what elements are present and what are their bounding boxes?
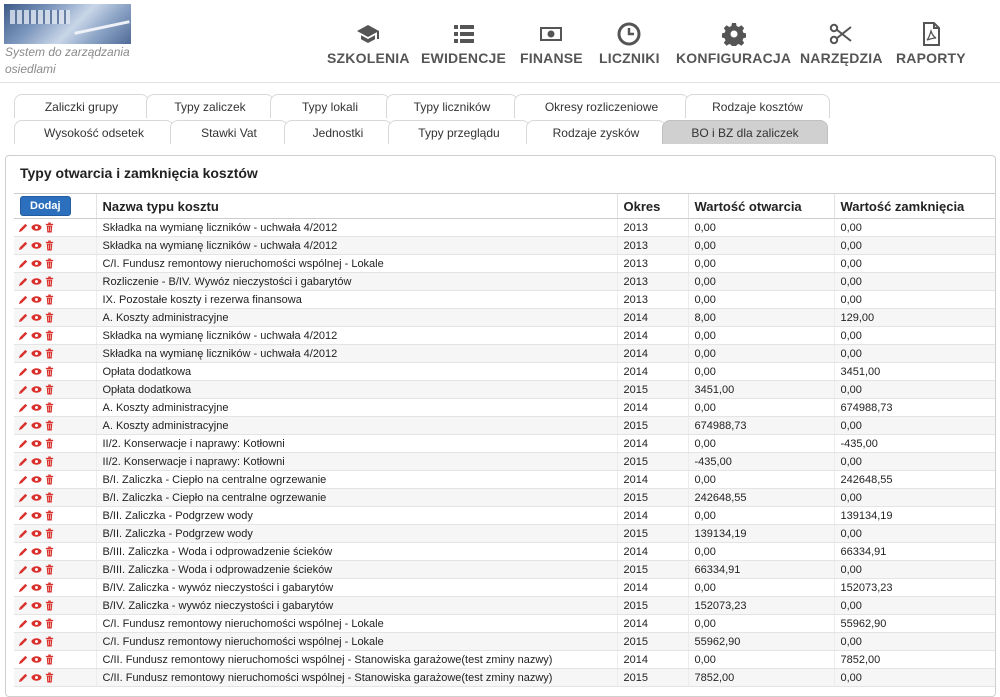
cell-open-value: 0,00 bbox=[688, 579, 834, 597]
cell-open-value: 0,00 bbox=[688, 219, 834, 237]
row-actions bbox=[14, 363, 96, 381]
view-eye-icon[interactable] bbox=[31, 330, 42, 341]
delete-trash-icon[interactable] bbox=[44, 636, 55, 647]
table-row[interactable] bbox=[14, 489, 995, 507]
nav-label: KONFIGURACJA bbox=[676, 50, 792, 66]
cell-close-value: 0,00 bbox=[834, 219, 995, 237]
cell-name: B/III. Zaliczka - Woda i odprowadzenie ścieków bbox=[96, 561, 617, 579]
cell-open-value: 0,00 bbox=[688, 507, 834, 525]
cell-name: Składka na wymianę liczników - uchwała 4/2012 bbox=[96, 237, 617, 255]
view-eye-icon[interactable] bbox=[31, 636, 42, 647]
cell-period: 2013 bbox=[617, 219, 688, 237]
cell-period: 2013 bbox=[617, 237, 688, 255]
cell-period: 2014 bbox=[617, 471, 688, 489]
cell-name: C/I. Fundusz remontowy nieruchomości wspólnej - Lokale bbox=[96, 615, 617, 633]
cell-open-value: 0,00 bbox=[688, 399, 834, 417]
delete-trash-icon[interactable] bbox=[44, 672, 55, 683]
edit-pencil-icon[interactable] bbox=[18, 654, 29, 665]
cell-name: II/2. Konserwacje i naprawy: Kotłowni bbox=[96, 453, 617, 471]
table-row[interactable] bbox=[14, 309, 995, 327]
edit-pencil-icon[interactable] bbox=[18, 420, 29, 431]
view-eye-icon[interactable] bbox=[31, 348, 42, 359]
cell-close-value: 0,00 bbox=[834, 345, 995, 363]
nav-label: RAPORTY bbox=[896, 50, 966, 66]
table-row[interactable] bbox=[14, 399, 995, 417]
row-actions bbox=[14, 219, 96, 237]
table-row[interactable] bbox=[14, 273, 995, 291]
cell-close-value: 0,00 bbox=[834, 381, 995, 399]
cell-open-value: 55962,90 bbox=[688, 633, 834, 651]
cell-close-value: 0,00 bbox=[834, 633, 995, 651]
delete-trash-icon[interactable] bbox=[44, 654, 55, 665]
row-actions bbox=[14, 525, 96, 543]
list-icon bbox=[452, 22, 476, 46]
cell-open-value: 0,00 bbox=[688, 237, 834, 255]
cell-open-value: -435,00 bbox=[688, 453, 834, 471]
row-actions bbox=[14, 417, 96, 435]
delete-trash-icon[interactable] bbox=[44, 384, 55, 395]
column-header-period[interactable]: Okres bbox=[617, 194, 688, 219]
delete-trash-icon[interactable] bbox=[44, 618, 55, 629]
edit-pencil-icon[interactable] bbox=[18, 456, 29, 467]
cell-name: C/II. Fundusz remontowy nieruchomości wspólnej - Stanowiska garażowe(test zminy nazwy) bbox=[96, 669, 617, 687]
graduation-cap-icon bbox=[356, 22, 380, 46]
edit-pencil-icon[interactable] bbox=[18, 672, 29, 683]
view-eye-icon[interactable] bbox=[31, 510, 42, 521]
delete-trash-icon[interactable] bbox=[44, 546, 55, 557]
cell-name: Składka na wymianę liczników - uchwała 4/2012 bbox=[96, 327, 617, 345]
table-container bbox=[14, 193, 995, 687]
row-actions bbox=[14, 543, 96, 561]
clock-icon bbox=[617, 22, 641, 46]
view-eye-icon[interactable] bbox=[31, 240, 42, 251]
actions-header bbox=[14, 194, 96, 219]
tabs-row-1 bbox=[14, 94, 994, 118]
view-eye-icon[interactable] bbox=[31, 366, 42, 377]
view-eye-icon[interactable] bbox=[31, 492, 42, 503]
cell-close-value: 152073,23 bbox=[834, 579, 995, 597]
view-eye-icon[interactable] bbox=[31, 258, 42, 269]
tab-rodzaje-kosztow[interactable]: Rodzaje kosztów bbox=[685, 94, 830, 118]
edit-pencil-icon[interactable] bbox=[18, 258, 29, 269]
table-row[interactable] bbox=[14, 237, 995, 255]
row-actions bbox=[14, 669, 96, 687]
row-actions bbox=[14, 633, 96, 651]
cell-open-value: 66334,91 bbox=[688, 561, 834, 579]
cell-name: B/I. Zaliczka - Ciepło na centralne ogrzewanie bbox=[96, 489, 617, 507]
tab-rodzaje-zyskow[interactable]: Rodzaje zysków bbox=[526, 120, 666, 144]
cell-period: 2015 bbox=[617, 633, 688, 651]
row-actions bbox=[14, 309, 96, 327]
delete-trash-icon[interactable] bbox=[44, 366, 55, 377]
nav-liczniki[interactable] bbox=[599, 0, 660, 80]
edit-pencil-icon[interactable] bbox=[18, 366, 29, 377]
view-eye-icon[interactable] bbox=[31, 618, 42, 629]
cell-open-value: 7852,00 bbox=[688, 669, 834, 687]
edit-pencil-icon[interactable] bbox=[18, 636, 29, 647]
cell-period: 2015 bbox=[617, 453, 688, 471]
cell-name: A. Koszty administracyjne bbox=[96, 399, 617, 417]
cell-period: 2014 bbox=[617, 651, 688, 669]
tab-typy-licznikow[interactable]: Typy liczników bbox=[386, 94, 518, 118]
nav-label: FINANSE bbox=[520, 50, 583, 66]
cell-period: 2014 bbox=[617, 363, 688, 381]
tab-zaliczki-grupy[interactable]: Zaliczki grupy bbox=[14, 94, 149, 118]
row-actions bbox=[14, 579, 96, 597]
row-actions bbox=[14, 507, 96, 525]
view-eye-icon[interactable] bbox=[31, 438, 42, 449]
cell-period: 2013 bbox=[617, 273, 688, 291]
delete-trash-icon[interactable] bbox=[44, 312, 55, 323]
app-header bbox=[0, 0, 1000, 83]
nav-label: LICZNIKI bbox=[599, 50, 660, 66]
view-eye-icon[interactable] bbox=[31, 276, 42, 287]
cell-close-value: 0,00 bbox=[834, 417, 995, 435]
column-header-close-value[interactable]: Wartość zamknięcia bbox=[834, 194, 995, 219]
edit-pencil-icon[interactable] bbox=[18, 510, 29, 521]
row-actions bbox=[14, 273, 96, 291]
row-actions bbox=[14, 327, 96, 345]
cell-open-value: 0,00 bbox=[688, 543, 834, 561]
delete-trash-icon[interactable] bbox=[44, 492, 55, 503]
row-actions bbox=[14, 381, 96, 399]
cell-name: C/II. Fundusz remontowy nieruchomości wspólnej - Stanowiska garażowe(test zminy nazwy) bbox=[96, 651, 617, 669]
delete-trash-icon[interactable] bbox=[44, 456, 55, 467]
cell-name: B/III. Zaliczka - Woda i odprowadzenie ścieków bbox=[96, 543, 617, 561]
cell-name: B/II. Zaliczka - Podgrzew wody bbox=[96, 525, 617, 543]
table-row[interactable] bbox=[14, 525, 995, 543]
table-row[interactable] bbox=[14, 255, 995, 273]
tab-okresy-rozliczeniowe[interactable]: Okresy rozliczeniowe bbox=[514, 94, 689, 118]
cell-open-value: 0,00 bbox=[688, 435, 834, 453]
tab-stawki-vat[interactable]: Stawki Vat bbox=[170, 120, 288, 144]
view-eye-icon[interactable] bbox=[31, 474, 42, 485]
cell-period: 2014 bbox=[617, 579, 688, 597]
table-row[interactable] bbox=[14, 597, 995, 615]
edit-pencil-icon[interactable] bbox=[18, 222, 29, 233]
row-actions bbox=[14, 561, 96, 579]
cell-period: 2014 bbox=[617, 309, 688, 327]
cell-name: C/I. Fundusz remontowy nieruchomości wspólnej - Lokale bbox=[96, 633, 617, 651]
table-row[interactable] bbox=[14, 615, 995, 633]
table-row[interactable] bbox=[14, 579, 995, 597]
table-row[interactable] bbox=[14, 417, 995, 435]
view-eye-icon[interactable] bbox=[31, 528, 42, 539]
add-button[interactable]: Dodaj bbox=[20, 196, 71, 216]
app-tagline: System do zarządzania osiedlami bbox=[5, 45, 130, 76]
cell-name: C/I. Fundusz remontowy nieruchomości wspólnej - Lokale bbox=[96, 255, 617, 273]
cell-open-value: 8,00 bbox=[688, 309, 834, 327]
delete-trash-icon[interactable] bbox=[44, 276, 55, 287]
tab-bo-bz-zaliczek[interactable]: BO i BZ dla zaliczek bbox=[662, 120, 828, 144]
edit-pencil-icon[interactable] bbox=[18, 276, 29, 287]
keyboard-graphic bbox=[10, 10, 70, 24]
delete-trash-icon[interactable] bbox=[44, 330, 55, 341]
view-eye-icon[interactable] bbox=[31, 600, 42, 611]
cell-close-value: 0,00 bbox=[834, 669, 995, 687]
delete-trash-icon[interactable] bbox=[44, 510, 55, 521]
cell-period: 2014 bbox=[617, 507, 688, 525]
edit-pencil-icon[interactable] bbox=[18, 618, 29, 629]
cell-name: Opłata dodatkowa bbox=[96, 363, 617, 381]
cost-types-table bbox=[14, 193, 995, 687]
cell-period: 2013 bbox=[617, 291, 688, 309]
content-panel bbox=[5, 155, 996, 697]
cell-close-value: 0,00 bbox=[834, 453, 995, 471]
edit-pencil-icon[interactable] bbox=[18, 384, 29, 395]
edit-pencil-icon[interactable] bbox=[18, 294, 29, 305]
column-header-name[interactable]: Nazwa typu kosztu bbox=[96, 194, 617, 219]
delete-trash-icon[interactable] bbox=[44, 528, 55, 539]
panel-title: Typy otwarcia i zamknięcia kosztów bbox=[20, 165, 258, 181]
table-row[interactable] bbox=[14, 651, 995, 669]
cell-close-value: 0,00 bbox=[834, 525, 995, 543]
delete-trash-icon[interactable] bbox=[44, 348, 55, 359]
cell-open-value: 152073,23 bbox=[688, 597, 834, 615]
view-eye-icon[interactable] bbox=[31, 546, 42, 557]
cell-period: 2014 bbox=[617, 543, 688, 561]
row-actions bbox=[14, 615, 96, 633]
view-eye-icon[interactable] bbox=[31, 456, 42, 467]
cell-period: 2015 bbox=[617, 381, 688, 399]
edit-pencil-icon[interactable] bbox=[18, 600, 29, 611]
cell-period: 2015 bbox=[617, 561, 688, 579]
edit-pencil-icon[interactable] bbox=[18, 330, 29, 341]
nav-konfiguracja[interactable] bbox=[676, 0, 791, 80]
cell-period: 2015 bbox=[617, 597, 688, 615]
table-row[interactable] bbox=[14, 543, 995, 561]
table-row[interactable] bbox=[14, 669, 995, 687]
cell-name: Opłata dodatkowa bbox=[96, 381, 617, 399]
cell-open-value: 0,00 bbox=[688, 345, 834, 363]
cell-open-value: 0,00 bbox=[688, 471, 834, 489]
cell-open-value: 242648,55 bbox=[688, 489, 834, 507]
row-actions bbox=[14, 237, 96, 255]
cell-period: 2014 bbox=[617, 399, 688, 417]
delete-trash-icon[interactable] bbox=[44, 420, 55, 431]
table-row[interactable] bbox=[14, 219, 995, 237]
nav-ewidencje[interactable] bbox=[421, 0, 506, 80]
nav-raporty[interactable] bbox=[896, 0, 966, 80]
edit-pencil-icon[interactable] bbox=[18, 528, 29, 539]
row-actions bbox=[14, 435, 96, 453]
cell-close-value: 129,00 bbox=[834, 309, 995, 327]
view-eye-icon[interactable] bbox=[31, 294, 42, 305]
money-icon bbox=[539, 22, 563, 46]
delete-trash-icon[interactable] bbox=[44, 600, 55, 611]
column-header-open-value[interactable]: Wartość otwarcia bbox=[688, 194, 834, 219]
edit-pencil-icon[interactable] bbox=[18, 546, 29, 557]
cell-close-value: 55962,90 bbox=[834, 615, 995, 633]
cell-name: B/I. Zaliczka - Ciepło na centralne ogrzewanie bbox=[96, 471, 617, 489]
cell-close-value: 242648,55 bbox=[834, 471, 995, 489]
cell-open-value: 0,00 bbox=[688, 327, 834, 345]
view-eye-icon[interactable] bbox=[31, 672, 42, 683]
edit-pencil-icon[interactable] bbox=[18, 582, 29, 593]
cell-close-value: 3451,00 bbox=[834, 363, 995, 381]
row-actions bbox=[14, 471, 96, 489]
tab-typy-przegladu[interactable]: Typy przeglądu bbox=[388, 120, 530, 144]
delete-trash-icon[interactable] bbox=[44, 222, 55, 233]
tab-wysokosc-odsetek[interactable]: Wysokość odsetek bbox=[14, 120, 174, 144]
nav-finanse[interactable] bbox=[520, 0, 583, 80]
view-eye-icon[interactable] bbox=[31, 312, 42, 323]
cell-name: Składka na wymianę liczników - uchwała 4/2012 bbox=[96, 345, 617, 363]
cell-period: 2015 bbox=[617, 525, 688, 543]
edit-pencil-icon[interactable] bbox=[18, 402, 29, 413]
view-eye-icon[interactable] bbox=[31, 222, 42, 233]
cell-open-value: 674988,73 bbox=[688, 417, 834, 435]
row-actions bbox=[14, 489, 96, 507]
nav-label: EWIDENCJE bbox=[421, 50, 507, 66]
row-actions bbox=[14, 453, 96, 471]
pen-graphic bbox=[74, 20, 129, 35]
cell-name: II/2. Konserwacje i naprawy: Kotłowni bbox=[96, 435, 617, 453]
app-logo[interactable] bbox=[4, 4, 131, 44]
cell-close-value: 0,00 bbox=[834, 255, 995, 273]
cell-close-value: 674988,73 bbox=[834, 399, 995, 417]
view-eye-icon[interactable] bbox=[31, 654, 42, 665]
table-row[interactable] bbox=[14, 291, 995, 309]
cell-period: 2013 bbox=[617, 255, 688, 273]
nav-label: SZKOLENIA bbox=[327, 50, 410, 66]
table-row[interactable] bbox=[14, 453, 995, 471]
cell-open-value: 0,00 bbox=[688, 273, 834, 291]
table-row[interactable] bbox=[14, 381, 995, 399]
cell-period: 2014 bbox=[617, 435, 688, 453]
edit-pencil-icon[interactable] bbox=[18, 312, 29, 323]
cell-close-value: 0,00 bbox=[834, 489, 995, 507]
cell-open-value: 0,00 bbox=[688, 651, 834, 669]
edit-pencil-icon[interactable] bbox=[18, 564, 29, 575]
delete-trash-icon[interactable] bbox=[44, 294, 55, 305]
cell-period: 2015 bbox=[617, 669, 688, 687]
delete-trash-icon[interactable] bbox=[44, 258, 55, 269]
cell-close-value: 7852,00 bbox=[834, 651, 995, 669]
pdf-file-icon bbox=[919, 22, 943, 46]
cell-close-value: 0,00 bbox=[834, 291, 995, 309]
row-actions bbox=[14, 651, 96, 669]
scissors-icon bbox=[829, 22, 853, 46]
table-row[interactable] bbox=[14, 471, 995, 489]
cell-name: Rozliczenie - B/IV. Wywóz nieczystości i gabarytów bbox=[96, 273, 617, 291]
cell-close-value: 0,00 bbox=[834, 327, 995, 345]
cell-open-value: 0,00 bbox=[688, 291, 834, 309]
nav-label: NARZĘDZIA bbox=[800, 50, 883, 66]
table-row[interactable] bbox=[14, 345, 995, 363]
cell-period: 2014 bbox=[617, 615, 688, 633]
cell-name: Składka na wymianę liczników - uchwała 4/2012 bbox=[96, 219, 617, 237]
view-eye-icon[interactable] bbox=[31, 384, 42, 395]
cell-close-value: -435,00 bbox=[834, 435, 995, 453]
nav-narzedzia[interactable] bbox=[800, 0, 883, 80]
row-actions bbox=[14, 597, 96, 615]
table-row[interactable] bbox=[14, 363, 995, 381]
delete-trash-icon[interactable] bbox=[44, 240, 55, 251]
edit-pencil-icon[interactable] bbox=[18, 348, 29, 359]
cell-name: B/II. Zaliczka - Podgrzew wody bbox=[96, 507, 617, 525]
tab-typy-lokali[interactable]: Typy lokali bbox=[270, 94, 390, 118]
cell-period: 2015 bbox=[617, 489, 688, 507]
cell-close-value: 139134,19 bbox=[834, 507, 995, 525]
row-actions bbox=[14, 399, 96, 417]
delete-trash-icon[interactable] bbox=[44, 564, 55, 575]
table-row[interactable] bbox=[14, 327, 995, 345]
tab-typy-zaliczek[interactable]: Typy zaliczek bbox=[146, 94, 274, 118]
row-actions bbox=[14, 345, 96, 363]
edit-pencil-icon[interactable] bbox=[18, 438, 29, 449]
delete-trash-icon[interactable] bbox=[44, 582, 55, 593]
cell-open-value: 0,00 bbox=[688, 255, 834, 273]
gear-icon bbox=[722, 22, 746, 46]
cell-close-value: 0,00 bbox=[834, 237, 995, 255]
cell-name: A. Koszty administracyjne bbox=[96, 417, 617, 435]
cell-close-value: 0,00 bbox=[834, 273, 995, 291]
cell-name: IX. Pozostałe koszty i rezerwa finansowa bbox=[96, 291, 617, 309]
delete-trash-icon[interactable] bbox=[44, 474, 55, 485]
view-eye-icon[interactable] bbox=[31, 564, 42, 575]
table-row[interactable] bbox=[14, 507, 995, 525]
cell-period: 2014 bbox=[617, 327, 688, 345]
cell-open-value: 3451,00 bbox=[688, 381, 834, 399]
delete-trash-icon[interactable] bbox=[44, 402, 55, 413]
cell-period: 2015 bbox=[617, 417, 688, 435]
row-actions bbox=[14, 255, 96, 273]
cell-open-value: 139134,19 bbox=[688, 525, 834, 543]
table-body bbox=[14, 219, 995, 687]
table-row[interactable] bbox=[14, 561, 995, 579]
cell-close-value: 66334,91 bbox=[834, 543, 995, 561]
row-actions bbox=[14, 291, 96, 309]
cell-name: A. Koszty administracyjne bbox=[96, 309, 617, 327]
table-row[interactable] bbox=[14, 633, 995, 651]
table-row[interactable] bbox=[14, 435, 995, 453]
cell-close-value: 0,00 bbox=[834, 597, 995, 615]
cell-close-value: 0,00 bbox=[834, 561, 995, 579]
edit-pencil-icon[interactable] bbox=[18, 474, 29, 485]
cell-name: B/IV. Zaliczka - wywóz nieczystości i gabarytów bbox=[96, 597, 617, 615]
edit-pencil-icon[interactable] bbox=[18, 492, 29, 503]
tab-jednostki[interactable]: Jednostki bbox=[284, 120, 392, 144]
tabs-row-2 bbox=[14, 120, 994, 144]
view-eye-icon[interactable] bbox=[31, 582, 42, 593]
view-eye-icon[interactable] bbox=[31, 420, 42, 431]
cell-name: B/IV. Zaliczka - wywóz nieczystości i gabarytów bbox=[96, 579, 617, 597]
cell-period: 2014 bbox=[617, 345, 688, 363]
nav-szkolenia[interactable] bbox=[327, 0, 410, 80]
edit-pencil-icon[interactable] bbox=[18, 240, 29, 251]
cell-open-value: 0,00 bbox=[688, 615, 834, 633]
view-eye-icon[interactable] bbox=[31, 402, 42, 413]
delete-trash-icon[interactable] bbox=[44, 438, 55, 449]
cell-open-value: 0,00 bbox=[688, 363, 834, 381]
table-header-row bbox=[14, 194, 995, 219]
